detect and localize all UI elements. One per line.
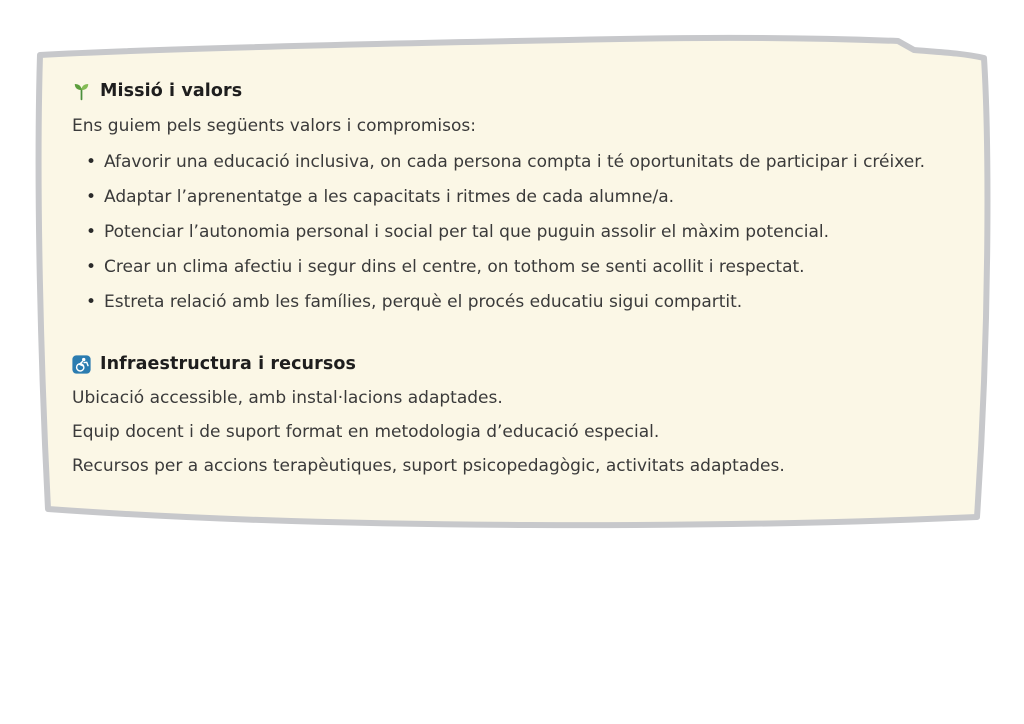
infrastructure-paragraph: Recursos per a accions terapèutiques, suport psicopedagògic, activitats adaptades.: [72, 456, 785, 476]
bullet-dot: •: [86, 292, 97, 312]
bullet-dot: •: [86, 222, 97, 242]
infrastructure-paragraph: Ubicació accessible, amb instal·lacions adaptades.: [72, 388, 503, 408]
list-item: [72, 152, 952, 173]
infrastructure-paragraph: Equip docent i de suport format en metodologia d’educació especial.: [72, 422, 660, 442]
bullet-dot: •: [86, 257, 97, 277]
section-mission-title: Missió i valors: [100, 81, 243, 101]
bullet-dot: •: [86, 187, 97, 207]
seedling-icon: [72, 82, 91, 101]
mission-intro: Ens guiem pels següents valors i compromisos:: [72, 116, 476, 136]
wheelchair-icon: [72, 355, 91, 374]
list-item: [72, 292, 952, 313]
section-infrastructure-heading: [72, 353, 952, 375]
bullet-text: Afavorir una educació inclusiva, on cada persona compta i té oportunitats de participar i créixer.: [104, 152, 926, 172]
section-infrastructure-title: Infraestructura i recursos: [100, 354, 356, 374]
mission-bullet-list: [72, 152, 952, 313]
list-item: [72, 257, 952, 278]
section-infrastructure: [72, 353, 952, 477]
list-item: [72, 187, 952, 208]
bullet-text: Estreta relació amb les famílies, perquè el procés educatiu sigui compartit.: [104, 292, 743, 312]
bullet-dot: •: [86, 152, 97, 172]
section-mission-heading: [72, 80, 952, 102]
bullet-text: Adaptar l’aprenentatge a les capacitats i ritmes de cada alumne/a.: [104, 187, 675, 207]
bullet-text: Potenciar l’autonomia personal i social per tal que puguin assolir el màxim potencial.: [104, 222, 830, 242]
card: [72, 80, 952, 477]
section-mission: [72, 80, 952, 313]
bullet-text: Crear un clima afectiu i segur dins el centre, on tothom se senti acollit i respectat.: [104, 257, 805, 277]
list-item: [72, 222, 952, 243]
